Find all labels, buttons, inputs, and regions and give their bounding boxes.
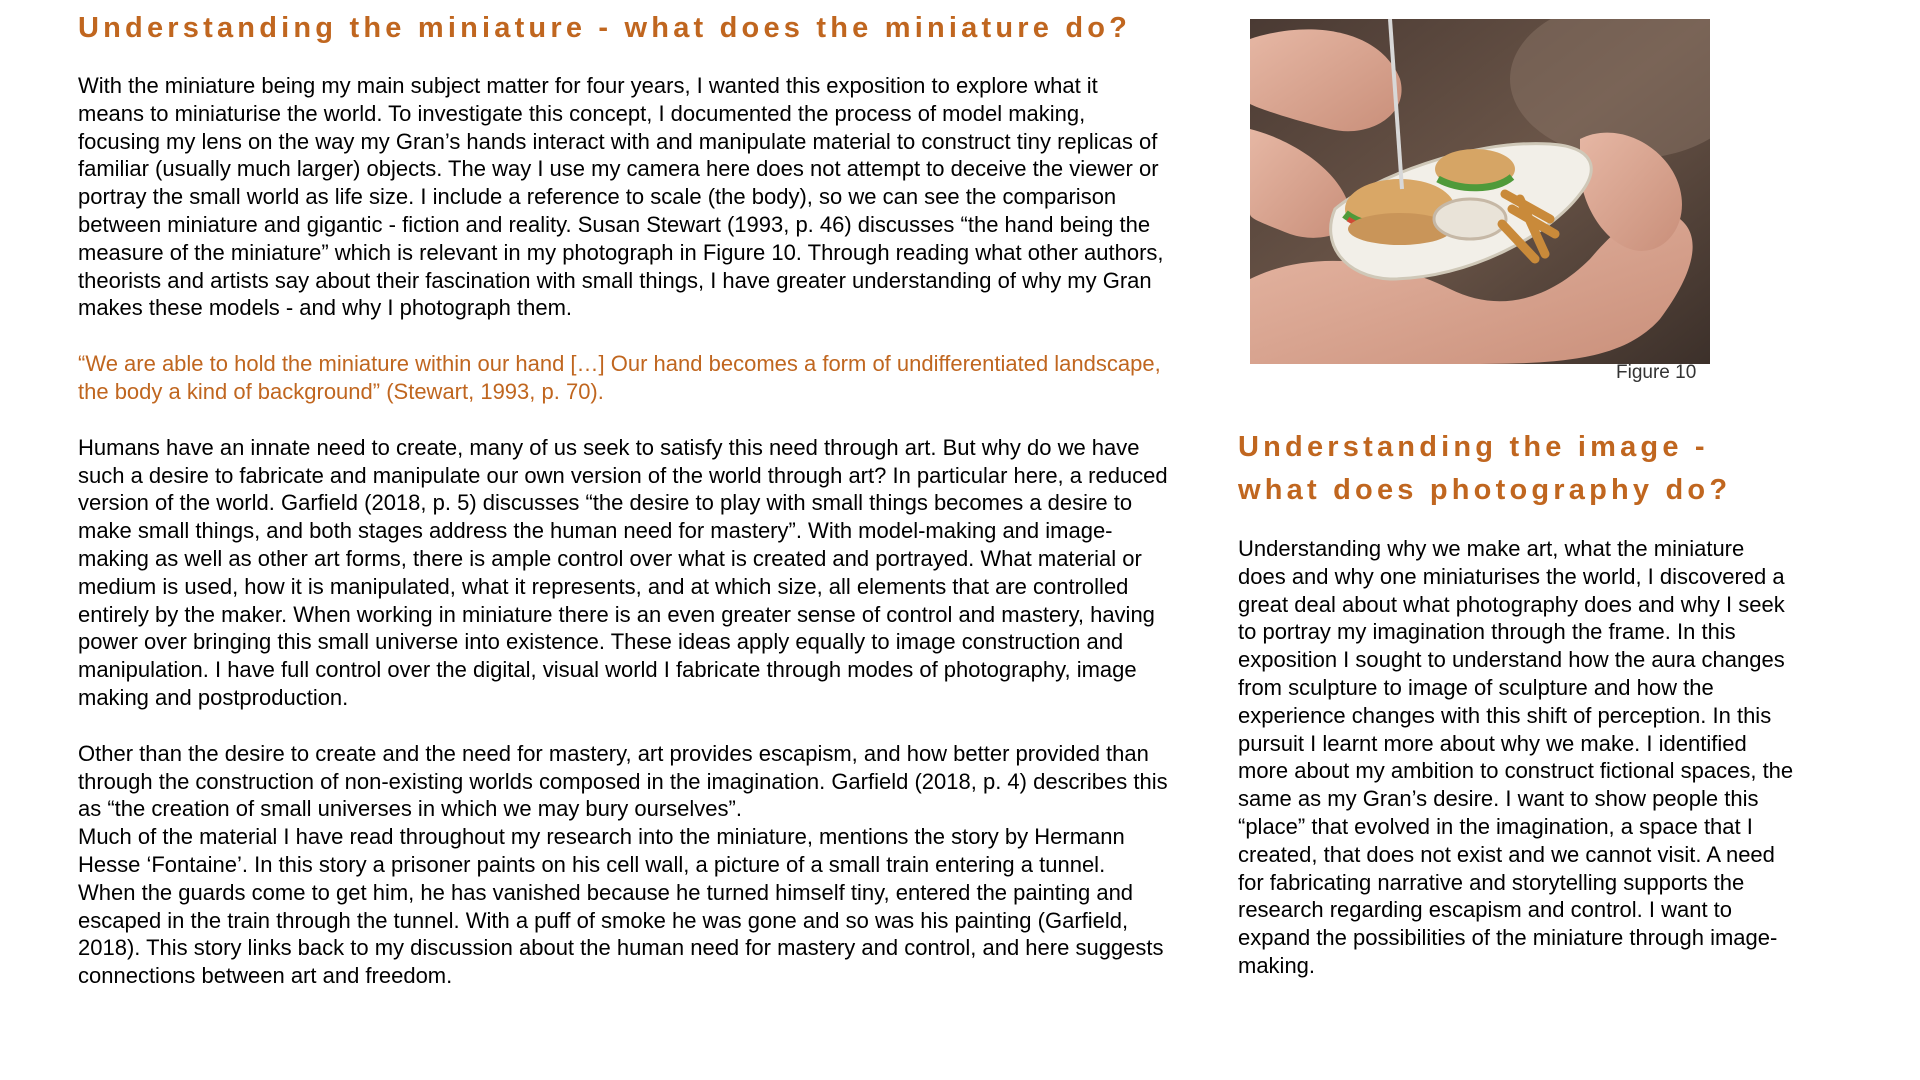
paragraph-escapism: Other than the desire to create and the need for mastery, art provides escapism, and how better provided than through the construction of non-existing worlds composed in the imagination. Garfield (2018, p. 4) describes this as “the creation of small universes in which we may bury ourselves”. bbox=[78, 740, 1168, 822]
paragraph-photography: Understanding why we make art, what the miniature does and why one miniaturises the world, I discovered a great deal about what photography does and why I seek to portray my imagination through the frame. In this exposition I sought to understand how the aura changes from sculpture to image of sculpture and how the experience changes with this shift of perception. In this pursuit I learnt more about why we make. I identified more about my ambition to construct fictional spaces, the same as my Gran’s desire. I want to show people this “place” that evolved in the imagination, a space that I created, that does not exist and we cannot visit. A need for fabricating narrative and storytelling supports the research regarding escapism and control. I want to expand the possibilities of the miniature through image-making. bbox=[1238, 536, 1794, 978]
paragraph-intro: With the miniature being my main subject matter for four years, I wanted this exposition to explore what it means to miniaturise the world. To investigate this concept, I documented the process of model making, focusing my lens on the way my Gran’s hands interact with and manipulate material to construct tiny replicas of familiar (usually much larger) objects. The way I use my camera here does not attempt to deceive the viewer or portray the small world as life size. I include a reference to scale (the body), so we can see the comparison between miniature and gigantic - fiction and reality. Susan Stewart (1993, p. 46) discusses “the hand being the measure of the miniature” which is relevant in my photograph in Figure 10. Through reading what other authors, theorists and artists say about their fascination with small things, I have greater understanding of why my Gran makes these models - and why I photograph them. bbox=[78, 73, 1164, 321]
figure-caption: Figure 10 bbox=[1616, 362, 1697, 383]
stewart-quote: “We are able to hold the miniature within our hand […] Our hand becomes a form of undifferentiated landscape, the body a kind of background” (Stewart, 1993, p. 70). bbox=[78, 351, 1161, 404]
left-column bbox=[78, 8, 1168, 990]
paragraph-creation: Humans have an innate need to create, many of us seek to satisfy this need through art. But why do we have such a desire to fabricate and manipulate our own version of the world through art? In particular here, a reduced version of the world. Garfield (2018, p. 5) discusses “the desire to play with small things becomes a desire to make small things, and both stages address the human need for mastery”. With model-making and image-making as well as other art forms, there is ample control over what is created and portrayed. What material or medium is used, how it is manipulated, what it represents, and at which size, all elements that are controlled entirely by the maker. When working in miniature there is an even greater sense of control and mastery, having power over bringing this small universe into existence. These ideas apply equally to image construction and manipulation. I have full control over the digital, visual world I fabricate through modes of photography, image making and postproduction. bbox=[78, 434, 1168, 710]
paragraph-hesse: Much of the material I have read throughout my research into the miniature, mentions the story by Hermann Hesse ‘Fontaine’. In this story a prisoner paints on his cell wall, a picture of a small train entering a tunnel. When the guards come to get him, he has vanished because he turned himself tiny, entered the painting and escaped in the train through the tunnel. With a puff of smoke he was gone and so was his painting (Garfield, 2018). This story links back to my discussion about the human need for mastery and control, and here suggests connections between art and freedom. bbox=[78, 824, 1164, 989]
heading-image: Understanding the image - what does photography do? bbox=[1238, 431, 1732, 506]
figure-10-photo bbox=[1250, 19, 1710, 364]
heading-miniature: Understanding the miniature - what does the miniature do? bbox=[78, 12, 1132, 44]
